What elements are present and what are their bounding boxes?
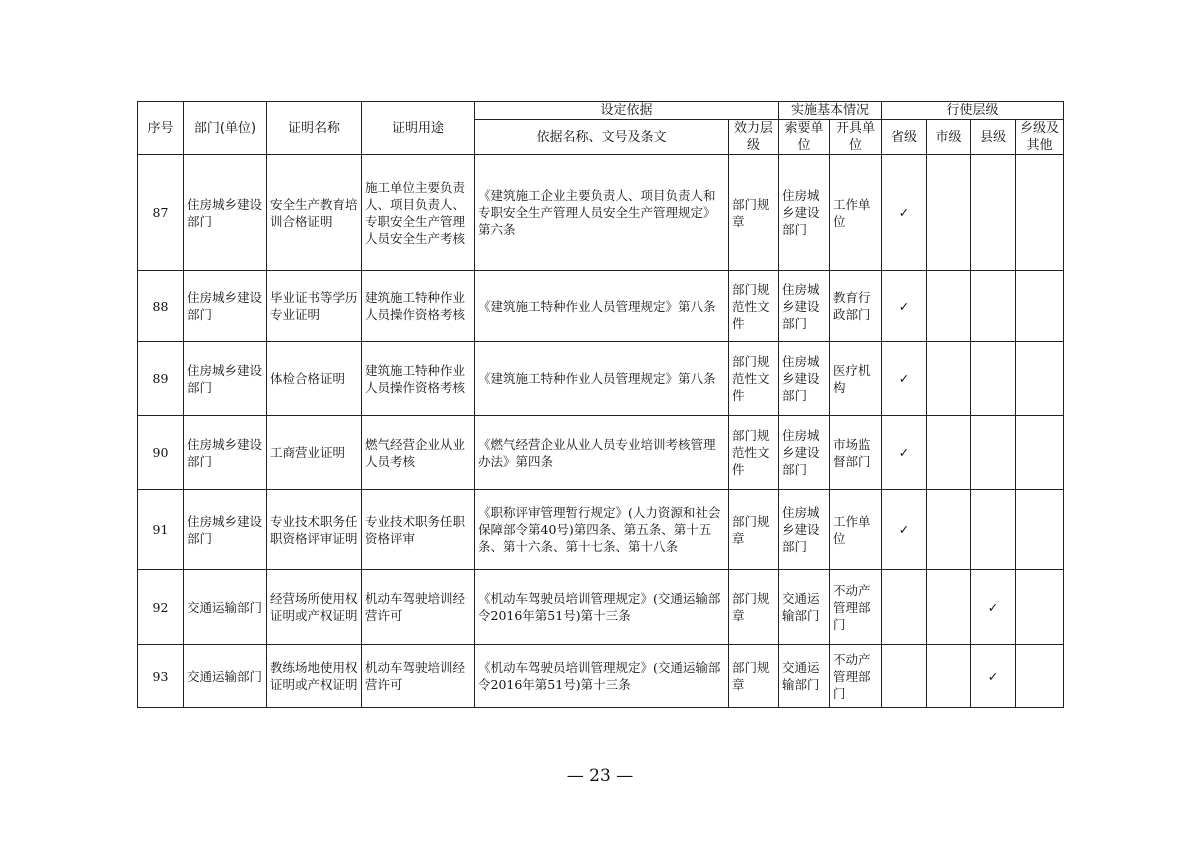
row-effect-level: 部门规范性文件 [729,342,779,416]
header-yongtu: 证明用途 [362,102,475,155]
row-county-check: ✓ [971,645,1016,708]
row-certificate-use: 燃气经营企业从业人员考核 [362,416,475,490]
row-basis: 《建筑施工特种作业人员管理规定》第八条 [475,271,729,342]
header-suoyao: 索要单位 [779,120,830,155]
row-certificate-name: 安全生产教育培训合格证明 [267,155,362,271]
row-municipal-check [927,645,971,708]
header-xiang: 乡级及其他 [1016,120,1064,155]
row-municipal-check [927,155,971,271]
row-provincial-check [882,570,927,645]
row-effect-level: 部门规章 [729,570,779,645]
row-number: 89 [138,342,184,416]
row-basis: 《机动车驾驶员培训管理规定》(交通运输部令2016年第51号)第十三条 [475,570,729,645]
row-department: 住房城乡建设部门 [184,342,267,416]
row-issuing-unit: 市场监督部门 [830,416,882,490]
row-township-check [1016,645,1064,708]
row-issuing-unit: 医疗机构 [830,342,882,416]
row-provincial-check: ✓ [882,416,927,490]
row-township-check [1016,416,1064,490]
table-row [138,490,1064,570]
table-row [138,416,1064,490]
header-mingcheng: 证明名称 [267,102,362,155]
row-provincial-check: ✓ [882,271,927,342]
header-shi: 市级 [927,120,971,155]
row-requesting-unit: 住房城乡建设部门 [779,271,830,342]
row-requesting-unit: 住房城乡建设部门 [779,416,830,490]
row-certificate-use: 机动车驾驶培训经营许可 [362,645,475,708]
row-county-check [971,155,1016,271]
row-municipal-check [927,570,971,645]
row-requesting-unit: 交通运输部门 [779,570,830,645]
row-requesting-unit: 交通运输部门 [779,645,830,708]
row-certificate-use: 专业技术职务任职资格评审 [362,490,475,570]
row-department: 住房城乡建设部门 [184,490,267,570]
row-effect-level: 部门规范性文件 [729,271,779,342]
row-provincial-check [882,645,927,708]
row-effect-level: 部门规章 [729,645,779,708]
header-xingshi: 行使层级 [882,102,1064,120]
header-bumen: 部门(单位) [184,102,267,155]
table-row [138,645,1064,708]
row-certificate-name: 专业技术职务任职资格评审证明 [267,490,362,570]
row-municipal-check [927,416,971,490]
row-county-check [971,490,1016,570]
row-number: 93 [138,645,184,708]
row-effect-level: 部门规章 [729,155,779,271]
row-township-check [1016,342,1064,416]
row-basis: 《机动车驾驶员培训管理规定》(交通运输部令2016年第51号)第十三条 [475,645,729,708]
row-township-check [1016,570,1064,645]
row-department: 交通运输部门 [184,645,267,708]
row-township-check [1016,490,1064,570]
row-certificate-name: 毕业证书等学历专业证明 [267,271,362,342]
header-shishi: 实施基本情况 [779,102,882,120]
row-municipal-check [927,271,971,342]
row-issuing-unit: 不动产管理部门 [830,645,882,708]
row-municipal-check [927,342,971,416]
header-yiju: 依据名称、文号及条文 [475,120,729,155]
table-row [138,271,1064,342]
row-provincial-check: ✓ [882,155,927,271]
row-effect-level: 部门规范性文件 [729,416,779,490]
row-number: 91 [138,490,184,570]
row-certificate-use: 施工单位主要负责人、项目负责人、专职安全生产管理人员安全生产考核 [362,155,475,271]
row-requesting-unit: 住房城乡建设部门 [779,155,830,271]
row-department: 住房城乡建设部门 [184,416,267,490]
table-row [138,342,1064,416]
row-basis: 《职称评审管理暂行规定》(人力资源和社会保障部令第40号)第四条、第五条、第十五条、第十六条、第十七条、第十八条 [475,490,729,570]
row-provincial-check: ✓ [882,490,927,570]
row-provincial-check: ✓ [882,342,927,416]
row-certificate-name: 体检合格证明 [267,342,362,416]
row-township-check [1016,271,1064,342]
header-xian: 县级 [971,120,1016,155]
row-certificate-name: 教练场地使用权证明或产权证明 [267,645,362,708]
row-certificate-name: 经营场所使用权证明或产权证明 [267,570,362,645]
table-header [138,102,1064,155]
header-xuhao: 序号 [138,102,184,155]
row-effect-level: 部门规章 [729,490,779,570]
row-issuing-unit: 不动产管理部门 [830,570,882,645]
header-sheng: 省级 [882,120,927,155]
header-xiaoli: 效力层级 [729,120,779,155]
row-issuing-unit: 工作单位 [830,490,882,570]
row-department: 交通运输部门 [184,570,267,645]
row-county-check [971,271,1016,342]
row-township-check [1016,155,1064,271]
table-row [138,570,1064,645]
page-number: — 23 — [566,766,634,786]
row-department: 住房城乡建设部门 [184,271,267,342]
row-certificate-use: 建筑施工特种作业人员操作资格考核 [362,271,475,342]
row-number: 88 [138,271,184,342]
header-kaiju: 开具单位 [830,120,882,155]
row-basis: 《建筑施工特种作业人员管理规定》第八条 [475,342,729,416]
row-number: 92 [138,570,184,645]
header-sheding: 设定依据 [475,102,779,120]
table-row [138,155,1064,271]
row-issuing-unit: 教育行政部门 [830,271,882,342]
row-number: 87 [138,155,184,271]
row-county-check [971,416,1016,490]
row-requesting-unit: 住房城乡建设部门 [779,342,830,416]
row-department: 住房城乡建设部门 [184,155,267,271]
table-body [138,155,1064,708]
row-county-check [971,342,1016,416]
row-basis: 《建筑施工企业主要负责人、项目负责人和专职安全生产管理人员安全生产管理规定》第六条 [475,155,729,271]
row-issuing-unit: 工作单位 [830,155,882,271]
row-basis: 《燃气经营企业从业人员专业培训考核管理办法》第四条 [475,416,729,490]
row-certificate-use: 机动车驾驶培训经营许可 [362,570,475,645]
row-certificate-use: 建筑施工特种作业人员操作资格考核 [362,342,475,416]
row-number: 90 [138,416,184,490]
certificate-table [137,101,1064,708]
row-municipal-check [927,490,971,570]
row-requesting-unit: 住房城乡建设部门 [779,490,830,570]
row-county-check: ✓ [971,570,1016,645]
row-certificate-name: 工商营业证明 [267,416,362,490]
